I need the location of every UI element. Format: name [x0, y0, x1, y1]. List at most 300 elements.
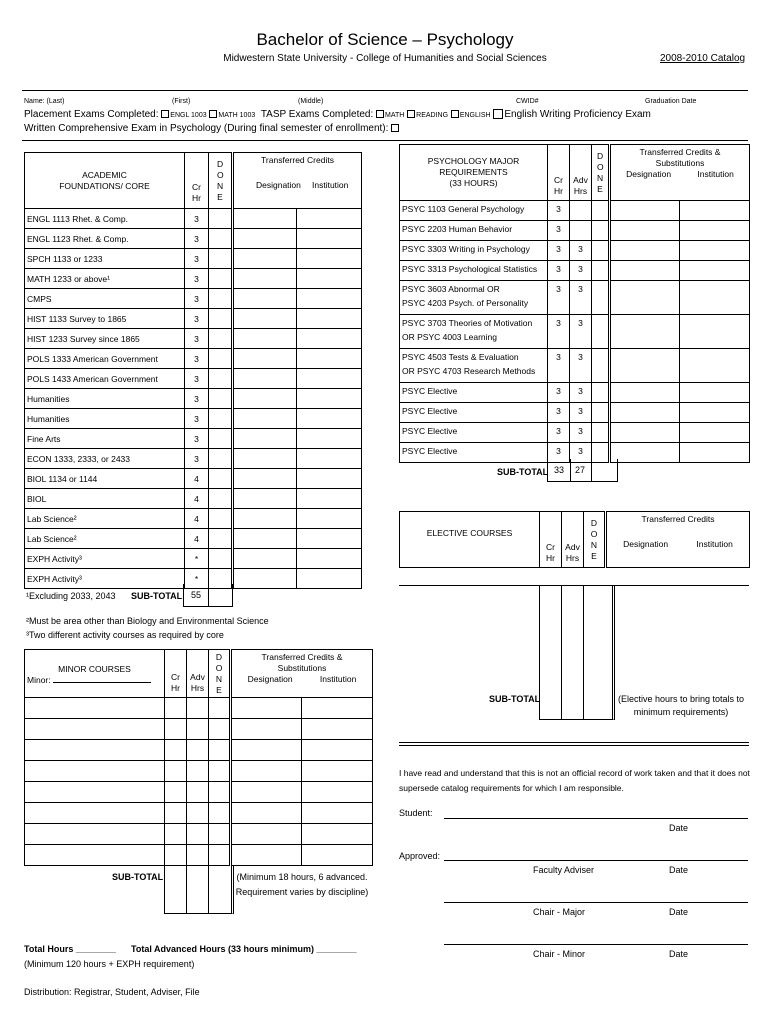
done-cell[interactable]	[209, 329, 233, 349]
designation-cell[interactable]	[610, 315, 680, 349]
table-row	[25, 824, 373, 845]
credit-hours: 3	[548, 241, 570, 261]
advanced-hours	[570, 221, 592, 241]
designation-cell[interactable]	[610, 383, 680, 403]
tasp-english-checkbox[interactable]	[451, 110, 459, 118]
institution-cell[interactable]	[297, 229, 362, 249]
designation-cell[interactable]	[231, 782, 302, 803]
done-cell[interactable]	[209, 761, 231, 782]
designation-cell[interactable]	[233, 229, 297, 249]
elective-cr-header: Cr Hr	[540, 512, 562, 568]
done-cell[interactable]	[209, 740, 231, 761]
designation-cell[interactable]	[231, 740, 302, 761]
credit-hours-cell[interactable]	[165, 845, 187, 866]
institution-cell[interactable]	[297, 569, 362, 589]
foundations-subtotal-value: 55	[183, 584, 209, 607]
done-cell[interactable]	[209, 782, 231, 803]
course-name: Lab Science²	[25, 529, 185, 549]
designation-cell[interactable]	[231, 824, 302, 845]
designation-cell[interactable]	[231, 845, 302, 866]
foundations-subtotal-done-box	[207, 584, 233, 607]
chair-major-signature-line[interactable]	[444, 902, 748, 903]
table-row	[25, 289, 362, 309]
table-row	[25, 489, 362, 509]
course-name: Humanities	[25, 389, 185, 409]
course-line-1: PSYC 2203 Human Behavior	[402, 224, 513, 234]
designation-cell[interactable]	[610, 349, 680, 383]
major-subtotal-done-box	[591, 459, 618, 482]
engl-checkbox[interactable]	[161, 110, 169, 118]
page-title: Bachelor of Science – Psychology	[256, 30, 514, 49]
table-row	[400, 403, 750, 423]
institution-cell[interactable]	[297, 409, 362, 429]
credit-hours: 3	[185, 229, 209, 249]
institution-cell[interactable]	[680, 281, 750, 315]
designation-cell[interactable]	[233, 569, 297, 589]
institution-cell[interactable]	[297, 449, 362, 469]
table-row	[400, 261, 750, 281]
done-cell[interactable]	[592, 423, 610, 443]
credit-hours: 3	[185, 269, 209, 289]
advanced-hours	[570, 201, 592, 221]
institution-cell[interactable]	[302, 803, 373, 824]
designation-cell[interactable]	[233, 449, 297, 469]
credit-hours: 3	[185, 249, 209, 269]
credit-hours: 3	[185, 209, 209, 229]
minor-header-cell	[25, 650, 165, 698]
credit-hours-cell[interactable]	[165, 761, 187, 782]
credit-hours: 3	[548, 423, 570, 443]
institution-cell[interactable]	[297, 329, 362, 349]
designation-cell[interactable]	[233, 249, 297, 269]
table-row	[400, 241, 750, 261]
done-cell[interactable]	[592, 221, 610, 241]
elective-col-divider-2	[583, 585, 584, 719]
advanced-hours-cell[interactable]	[187, 719, 209, 740]
designation-cell[interactable]	[233, 389, 297, 409]
institution-cell[interactable]	[297, 309, 362, 329]
engl-label: ENGL 1003	[170, 112, 207, 119]
course-name-cell[interactable]	[25, 719, 165, 740]
institution-cell[interactable]	[680, 349, 750, 383]
tasp-reading-checkbox[interactable]	[407, 110, 415, 118]
major-transferred-subheads	[613, 169, 747, 180]
done-cell[interactable]	[209, 309, 233, 329]
institution-cell[interactable]	[297, 549, 362, 569]
student-date-label: Date	[669, 823, 689, 833]
minimum-requirement: (Minimum 120 hours + EXPH requirement)	[24, 959, 195, 969]
math-label: MATH 1003	[218, 112, 256, 119]
page-subtitle: Midwestern State University - College of Humanities and Social Sciences	[223, 53, 547, 64]
tasp-reading-label: READING	[416, 112, 449, 119]
credit-hours: 3	[548, 383, 570, 403]
table-row	[25, 782, 373, 803]
minor-label: Minor:	[27, 675, 51, 685]
course-line-1: PSYC Elective	[402, 426, 458, 436]
elective-done-header: D O N E	[584, 512, 606, 568]
elective-header: ELECTIVE COURSES	[400, 512, 540, 568]
credit-hours: 3	[548, 201, 570, 221]
institution-cell[interactable]	[297, 389, 362, 409]
course-name-cell[interactable]	[25, 740, 165, 761]
course-name	[400, 281, 548, 315]
foundations-done-header: D O N E	[209, 153, 233, 209]
institution-cell[interactable]	[302, 824, 373, 845]
done-cell[interactable]	[209, 698, 231, 719]
footnote-3: ³Two different activity courses as required by core	[26, 630, 224, 640]
foundations-header: ACADEMIC FOUNDATIONS/ CORE	[25, 153, 185, 209]
done-cell[interactable]	[209, 489, 233, 509]
table-row	[25, 209, 362, 229]
done-cell[interactable]	[209, 803, 231, 824]
course-name	[400, 315, 548, 349]
designation-cell[interactable]	[231, 803, 302, 824]
name-middle-label: (Middle)	[298, 98, 324, 105]
institution-cell[interactable]	[302, 845, 373, 866]
credit-hours: *	[185, 549, 209, 569]
credit-hours-cell[interactable]	[165, 803, 187, 824]
designation-cell[interactable]	[610, 281, 680, 315]
institution-cell[interactable]	[680, 443, 750, 463]
advanced-hours-cell[interactable]	[187, 761, 209, 782]
distribution: Distribution: Registrar, Student, Adviser, File	[24, 987, 200, 997]
done-cell[interactable]	[209, 349, 233, 369]
credit-hours-cell[interactable]	[165, 719, 187, 740]
name-last-label: Name: (Last)	[24, 98, 65, 105]
math-checkbox[interactable]	[209, 110, 217, 118]
institution-cell[interactable]	[297, 369, 362, 389]
institution-cell[interactable]	[297, 209, 362, 229]
advanced-hours-cell[interactable]	[187, 698, 209, 719]
course-line-2: OR PSYC 4003 Learning	[402, 332, 497, 342]
elective-table	[399, 511, 750, 586]
written-exam-checkbox[interactable]	[391, 124, 399, 132]
institution-cell[interactable]	[297, 429, 362, 449]
student-label: Student:	[399, 808, 433, 818]
designation-cell[interactable]	[231, 719, 302, 740]
credit-hours: 3	[185, 369, 209, 389]
course-name: CMPS	[25, 289, 185, 309]
institution-cell[interactable]	[297, 349, 362, 369]
table-row	[400, 201, 750, 221]
done-cell[interactable]	[592, 383, 610, 403]
institution-cell[interactable]	[680, 315, 750, 349]
course-name: SPCH 1133 or 1233	[25, 249, 185, 269]
advanced-hours-cell[interactable]	[187, 803, 209, 824]
course-name	[400, 241, 548, 261]
done-cell[interactable]	[209, 549, 233, 569]
course-name: Humanities	[25, 409, 185, 429]
designation-cell[interactable]	[610, 221, 680, 241]
done-cell[interactable]	[209, 369, 233, 389]
institution-cell[interactable]	[297, 469, 362, 489]
course-name: ECON 1333, 2333, or 2433	[25, 449, 185, 469]
minor-transferred-header	[231, 650, 373, 698]
minor-name-field[interactable]	[53, 682, 151, 683]
credit-hours: 4	[185, 489, 209, 509]
designation-cell[interactable]	[233, 489, 297, 509]
minor-subtotal-divider-1	[186, 865, 187, 913]
credit-hours: 4	[185, 469, 209, 489]
course-name-cell[interactable]	[25, 761, 165, 782]
done-cell[interactable]	[209, 469, 233, 489]
course-line-1: PSYC Elective	[402, 446, 458, 456]
done-cell[interactable]	[209, 389, 233, 409]
course-line-1: PSYC Elective	[402, 406, 458, 416]
designation-cell[interactable]	[233, 509, 297, 529]
done-cell[interactable]	[592, 315, 610, 349]
credit-hours: 3	[548, 281, 570, 315]
cwid-label: CWID#	[516, 98, 539, 105]
done-cell[interactable]	[592, 403, 610, 423]
designation-cell[interactable]	[610, 443, 680, 463]
advanced-hours-cell[interactable]	[187, 782, 209, 803]
credit-hours-cell[interactable]	[165, 698, 187, 719]
designation-cell[interactable]	[610, 423, 680, 443]
course-name: BIOL	[25, 489, 185, 509]
course-name-cell[interactable]	[25, 698, 165, 719]
advanced-hours: 3	[570, 383, 592, 403]
credit-hours: 3	[185, 449, 209, 469]
table-row	[25, 369, 362, 389]
done-cell[interactable]	[209, 529, 233, 549]
course-name: MATH 1233 or above¹	[25, 269, 185, 289]
institution-cell[interactable]	[297, 489, 362, 509]
designation-cell[interactable]	[610, 241, 680, 261]
done-cell[interactable]	[209, 269, 233, 289]
institution-cell[interactable]	[302, 740, 373, 761]
elective-columns-box	[539, 585, 615, 720]
institution-cell[interactable]	[680, 201, 750, 221]
elective-transferred-header	[606, 512, 750, 568]
designation-cell[interactable]	[610, 261, 680, 281]
course-name-cell[interactable]	[25, 803, 165, 824]
designation-cell[interactable]	[233, 409, 297, 429]
done-cell[interactable]	[209, 229, 233, 249]
course-name: HIST 1233 Survey since 1865	[25, 329, 185, 349]
credit-hours: 3	[185, 349, 209, 369]
table-row	[400, 383, 750, 403]
faculty-date-label: Date	[669, 865, 689, 875]
designation-cell[interactable]	[233, 549, 297, 569]
institution-cell[interactable]	[302, 782, 373, 803]
institution-cell[interactable]	[297, 249, 362, 269]
elective-note: (Elective hours to bring totals to minimum requirements)	[617, 694, 745, 717]
designation-cell[interactable]	[233, 209, 297, 229]
credit-hours: 3	[548, 403, 570, 423]
elective-designation-header: Designation	[623, 539, 669, 549]
course-name: BIOL 1134 or 1144	[25, 469, 185, 489]
approved-label: Approved:	[399, 851, 441, 861]
institution-cell[interactable]	[680, 383, 750, 403]
institution-cell[interactable]	[297, 529, 362, 549]
table-row	[25, 803, 373, 824]
course-name-cell[interactable]	[25, 845, 165, 866]
statement-text: I have read and understand that this is not an official record of work taken and that it does not supersede catalog requirements for which I am responsible.	[399, 768, 750, 793]
foundations-cr-header: Cr Hr	[185, 153, 209, 209]
ewpe-checkbox[interactable]	[493, 109, 503, 119]
course-name: EXPH Activity³	[25, 569, 185, 589]
minor-transferred-subheads	[234, 674, 370, 685]
done-cell[interactable]	[209, 719, 231, 740]
done-cell[interactable]	[592, 201, 610, 221]
course-name-cell[interactable]	[25, 782, 165, 803]
designation-cell[interactable]	[610, 403, 680, 423]
done-cell[interactable]	[209, 824, 231, 845]
minor-subtotal-divider-2	[208, 865, 209, 913]
credit-hours: 3	[185, 409, 209, 429]
credit-hours: 3	[185, 289, 209, 309]
table-row	[25, 509, 362, 529]
designation-cell[interactable]	[233, 529, 297, 549]
institution-cell[interactable]	[680, 221, 750, 241]
course-name: HIST 1133 Survey to 1865	[25, 309, 185, 329]
institution-cell[interactable]	[302, 719, 373, 740]
tasp-math-checkbox[interactable]	[376, 110, 384, 118]
credit-hours-cell[interactable]	[165, 782, 187, 803]
foundations-table	[24, 152, 362, 589]
table-row	[25, 429, 362, 449]
designation-cell[interactable]	[233, 309, 297, 329]
course-name	[400, 403, 548, 423]
major-transferred-header	[610, 145, 750, 201]
elective-adv-header: Adv Hrs	[562, 512, 584, 568]
chair-major-label: Chair - Major	[533, 907, 586, 917]
faculty-signature-line[interactable]	[444, 860, 748, 861]
credit-hours: 3	[548, 349, 570, 383]
advanced-hours: 3	[570, 241, 592, 261]
ewpe-label: English Writing Proficiency Exam	[504, 109, 651, 120]
designation-cell[interactable]	[233, 469, 297, 489]
advanced-hours-cell[interactable]	[187, 740, 209, 761]
done-cell[interactable]	[209, 429, 233, 449]
institution-cell[interactable]	[297, 509, 362, 529]
chair-major-date-label: Date	[669, 907, 689, 917]
designation-cell[interactable]	[231, 698, 302, 719]
course-name: EXPH Activity³	[25, 549, 185, 569]
elective-institution-header: Institution	[696, 539, 733, 549]
institution-cell[interactable]	[680, 261, 750, 281]
minor-header: MINOR COURSES	[58, 664, 131, 674]
institution-cell[interactable]	[302, 698, 373, 719]
course-line-1: PSYC 1103 General Psychology	[402, 204, 525, 214]
course-name-cell[interactable]	[25, 824, 165, 845]
designation-cell[interactable]	[233, 369, 297, 389]
institution-cell[interactable]	[680, 423, 750, 443]
done-cell[interactable]	[209, 249, 233, 269]
course-line-1: PSYC 3703 Theories of Motivation	[402, 318, 533, 328]
minor-cr-header: Cr Hr	[165, 650, 187, 698]
minor-table	[24, 649, 373, 866]
advanced-hours: 3	[570, 423, 592, 443]
done-cell[interactable]	[209, 209, 233, 229]
designation-cell[interactable]	[233, 349, 297, 369]
table-row	[25, 249, 362, 269]
major-institution-header: Institution	[697, 169, 734, 179]
table-row	[400, 281, 750, 315]
written-exam-row	[24, 122, 400, 135]
minor-done-header: D O N E	[209, 650, 231, 698]
course-name: Lab Science²	[25, 509, 185, 529]
minor-adv-header: Adv Hrs	[187, 650, 209, 698]
done-cell[interactable]	[209, 409, 233, 429]
designation-cell[interactable]	[233, 289, 297, 309]
course-name	[400, 443, 548, 463]
advanced-hours-cell[interactable]	[187, 824, 209, 845]
course-line-1: PSYC 3303 Writing in Psychology	[402, 244, 530, 254]
table-row	[25, 309, 362, 329]
designation-cell[interactable]	[233, 329, 297, 349]
minor-name-row	[27, 675, 162, 686]
done-cell[interactable]	[592, 241, 610, 261]
done-cell[interactable]	[592, 281, 610, 315]
course-line-1: PSYC 4503 Tests & Evaluation	[402, 352, 519, 362]
institution-cell[interactable]	[680, 241, 750, 261]
total-hours: Total Hours ________	[24, 944, 116, 954]
written-exam-label: Written Comprehensive Exam in Psychology (During final semester of enrollment):	[24, 123, 389, 134]
done-cell[interactable]	[592, 349, 610, 383]
table-row	[25, 845, 373, 866]
done-cell[interactable]	[592, 261, 610, 281]
major-subtotal-cr: 33	[547, 459, 571, 482]
credit-hours: 4	[185, 529, 209, 549]
student-signature-line[interactable]	[444, 818, 748, 819]
tasp-english-label: ENGLISH	[459, 112, 491, 119]
course-name: POLS 1333 American Government	[25, 349, 185, 369]
footnote-1: ¹Excluding 2033, 2043	[26, 591, 116, 601]
chair-minor-label: Chair - Minor	[533, 949, 586, 959]
foundations-designation-header: Designation	[256, 180, 301, 190]
course-name	[400, 349, 548, 383]
designation-cell[interactable]	[231, 761, 302, 782]
table-row	[25, 719, 373, 740]
credit-hours-cell[interactable]	[165, 740, 187, 761]
institution-cell[interactable]	[297, 289, 362, 309]
name-first-label: (First)	[172, 98, 191, 105]
table-row	[25, 529, 362, 549]
advanced-hours: 3	[570, 261, 592, 281]
done-cell[interactable]	[209, 845, 231, 866]
minor-subtotal-label: SUB-TOTAL	[112, 872, 164, 882]
designation-cell[interactable]	[610, 201, 680, 221]
course-line-2: OR PSYC 4703 Research Methods	[402, 366, 536, 376]
course-name	[400, 261, 548, 281]
designation-cell[interactable]	[233, 269, 297, 289]
course-name	[400, 201, 548, 221]
done-cell[interactable]	[209, 449, 233, 469]
done-cell[interactable]	[209, 509, 233, 529]
table-row	[400, 221, 750, 241]
course-line-1: PSYC 3313 Psychological Statistics	[402, 264, 538, 274]
credit-hours-cell[interactable]	[165, 824, 187, 845]
major-transferred-title: Transferred Credits & Substitutions	[639, 147, 721, 168]
foundations-institution-header: Institution	[312, 180, 349, 190]
institution-cell[interactable]	[302, 761, 373, 782]
advanced-hours-cell[interactable]	[187, 845, 209, 866]
total-advanced-hours: Total Advanced Hours (33 hours minimum) ________	[131, 944, 357, 954]
done-cell[interactable]	[209, 289, 233, 309]
institution-cell[interactable]	[680, 403, 750, 423]
course-name: ENGL 1113 Rhet. & Comp.	[25, 209, 185, 229]
institution-cell[interactable]	[297, 269, 362, 289]
designation-cell[interactable]	[233, 429, 297, 449]
table-row	[25, 389, 362, 409]
credit-hours: *	[185, 569, 209, 589]
major-header-line1: PSYCHOLOGY MAJOR	[427, 156, 520, 166]
credit-hours: 3	[548, 443, 570, 463]
chair-minor-signature-line[interactable]	[444, 944, 748, 945]
minor-note: (Minimum 18 hours, 6 advanced. Requirement varies by discipline)	[235, 872, 369, 897]
